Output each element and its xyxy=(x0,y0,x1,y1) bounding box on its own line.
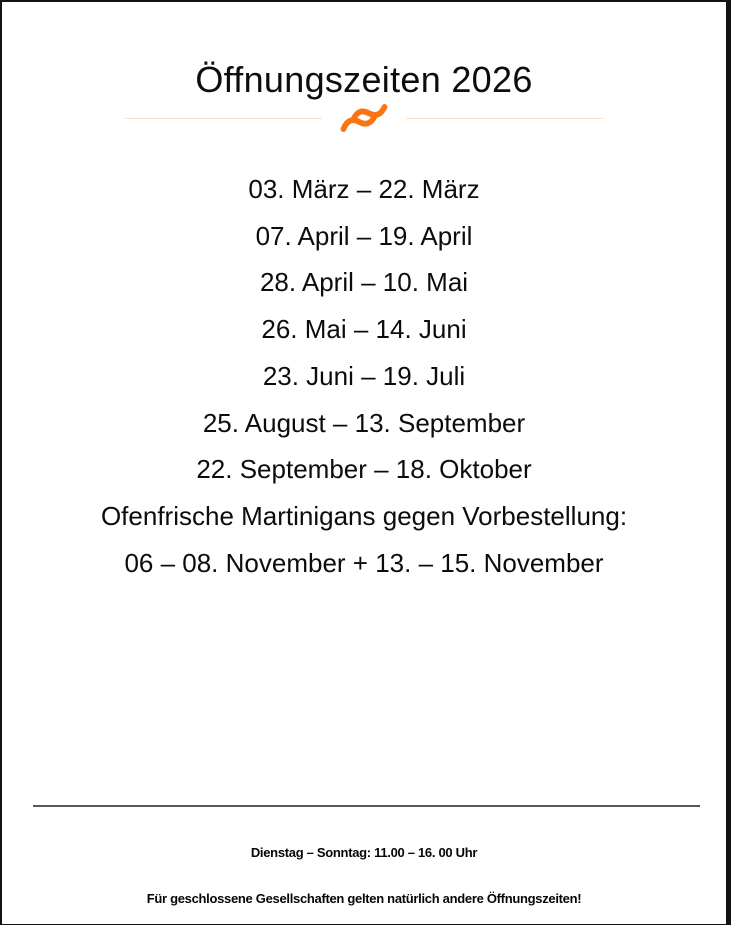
martinigans-note-line: Ofenfrische Martinigans gegen Vorbestellung: xyxy=(100,500,628,531)
divider-line-left xyxy=(125,118,322,119)
title-divider xyxy=(125,104,603,132)
weekly-hours-text: Dienstag – Sonntag: 11.00 – 16. 00 Uhr xyxy=(250,845,478,860)
date-range-line: 03. März – 22. März xyxy=(248,174,480,204)
page-title: Öffnungszeiten 2026 xyxy=(195,59,533,101)
date-range-line: 25. August – 13. September xyxy=(202,407,526,438)
date-range-line: 06 – 08. November + 13. – 15. November xyxy=(124,547,604,578)
date-range-line: 28. April – 10. Mai xyxy=(259,267,469,298)
date-range-line: 22. September – 18. Oktober xyxy=(196,454,532,485)
date-range-line: 23. Juni – 19. Juli xyxy=(262,360,466,391)
closed-events-note: Für geschlossene Gesellschaften gelten natürlich andere Öffnungszeiten! xyxy=(146,891,582,906)
squiggle-icon xyxy=(335,104,393,132)
footer-divider-rule xyxy=(33,805,700,807)
date-range-line: 26. Mai – 14. Juni xyxy=(261,314,467,345)
divider-line-right xyxy=(406,118,603,119)
date-range-line: 07. April – 19. April xyxy=(255,220,473,251)
opening-dates-list xyxy=(2,166,726,586)
